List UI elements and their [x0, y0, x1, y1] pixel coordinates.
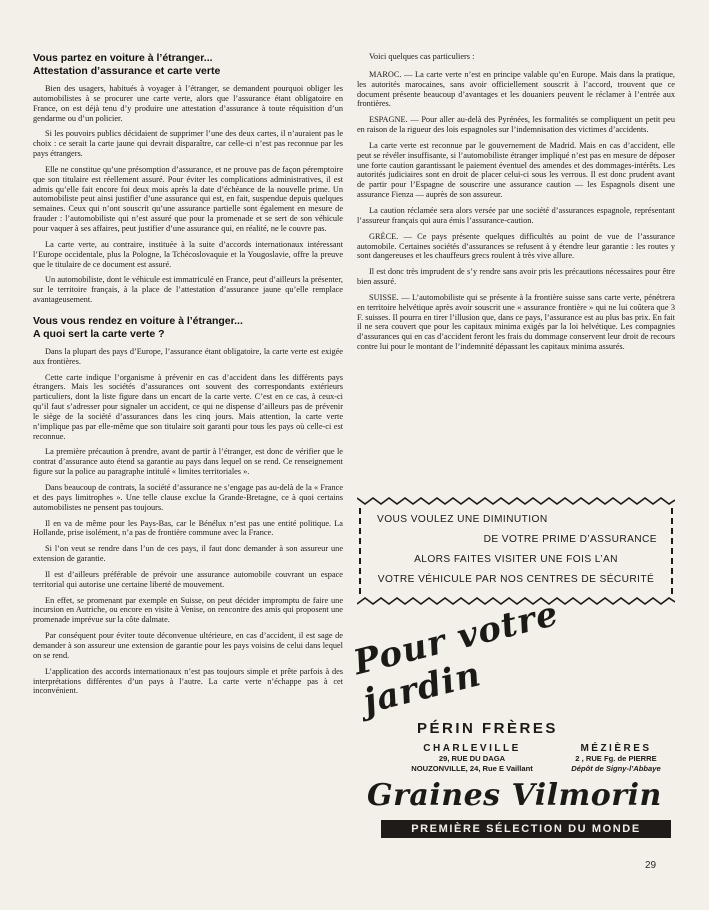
paragraph-espagne: ESPAGNE. — Pour aller au-delà des Pyrénées, les formalités se compliquent un petit peu en raison de la rigueur des lois espagnoles sur l’indemnisation des victimes d’accidents.	[357, 115, 675, 135]
company-name: PÉRIN FRÈRES	[417, 720, 558, 737]
heading-line: Attestation d’assurance et carte verte	[33, 65, 221, 77]
paragraph: La première précaution à prendre, avant de partir à l’étranger, est donc de vérifier que le contrat d’assurance auto étend sa garantie au pays dans lequel on se rend. Ce renseignement figure sur la police au paragraphe intitulé « limites territoriales ».	[33, 447, 343, 477]
dashed-border-left	[359, 508, 363, 594]
garden-advertisement	[349, 593, 675, 840]
paragraph-grece: GRÈCE. — Ce pays présente quelques difficultés au point de vue de l’assurance automobile. Certaines sociétés d’assurances se refusent à y étendre leur garantie : les routes y sont dangereuses et les chauffeurs grecs roulent à très vive allure.	[357, 231, 675, 261]
address-line: 2 , RUE Fg. de PIERRE	[575, 754, 657, 763]
intro-text: Voici quelques cas particuliers :	[369, 52, 475, 61]
ad-line: DE VOTRE PRIME D’ASSURANCE	[483, 534, 657, 545]
paragraph: La carte verte, au contraire, instituée à la suite d’accords internationaux intéressant l’Europe occidentale, plus la Pologne, la Tchécoslovaquie et la Yougoslavie, offre la preuve que le titulaire de ce document est assuré.	[33, 239, 343, 269]
section-heading-1	[33, 52, 343, 78]
paragraph-maroc: MAROC. — La carte verte n’est en principe valable qu’en Europe. Mais dans la pratique, les autorités marocaines, sans avoir officiellement souscrit à l’accord, trouvent que ce document présente beaucoup d’avantages et les douaniers peuvent le réclamer à l’entrée aux frontières.	[357, 69, 675, 109]
brand-name: Graines Vilmorin	[367, 778, 662, 813]
paragraph: Il en va de même pour les Pays-Bas, car le Bénélux n’est pas une entité politique. La Hollande, prise isolément, n’a pas de frontière commune avec la France.	[33, 518, 343, 538]
paragraph: La carte verte est reconnue par le gouvernement de Madrid. Mais en cas d’accident, elle peut se révéler insuffisante, si l’automobiliste étranger impliqué n’est pas en mesure de déposer une forte caution garantissant le paiement éventuel des amendes et des dommages-intérêts. Les autorités judiciaires sont en droit de placer celui-ci sous les verrous. Il est donc prudent avant de partir pour l’Espagne de souscrire une assurance caution — les Espagnols disent une assurance Fienza — auprès de son assureur.	[357, 140, 675, 200]
slogan-banner: PREMIÈRE SÉLECTION DU MONDE	[381, 820, 671, 838]
ad-line: VOTRE VÉHICULE PAR NOS CENTRES DE SÉCURITÉ	[377, 574, 655, 585]
paragraph: Par conséquent pour éviter toute déconvenue ultérieure, en cas d’accident, il est sage de demander à son assureur une extension de garantie pour les pays voisins de celui dans lequel on se rend.	[33, 631, 343, 660]
paragraph: Si l’on veut se rendre dans l’un de ces pays, il faut donc demander à son assureur une extension de garantie.	[33, 544, 343, 564]
address-line: Dépôt de Signy-l’Abbaye	[571, 764, 661, 773]
paragraph: Si les pouvoirs publics décidaient de supprimer l’une des deux cartes, il n’auraient pas le choix : ce serait la carte jaune qui devrait disparaître, car celle-ci n’est pas reconnue par les pays étrangers.	[33, 129, 343, 159]
city-name: CHARLEVILLE	[423, 743, 521, 754]
paragraph: L’application des accords internationaux n’est pas toujours simple et prête parfois à des interprétations différentes d’un pays à l’autre. La carte verte n’échappe pas à cet inconvénient.	[33, 666, 343, 696]
paragraph: Il est d’ailleurs préférable de prévoir une assurance automobile couvrant un espace territorial qui autorise une certaine liberté de mouvement.	[33, 569, 343, 589]
paragraph: Dans la plupart des pays d’Europe, l’assurance étant obligatoire, la carte verte est exigée aux frontières.	[33, 346, 343, 366]
page-number: 29	[645, 860, 657, 871]
heading-line: Vous vous rendez en voiture à l’étranger...	[33, 314, 243, 327]
heading-line: A quoi sert la carte verte ?	[33, 327, 165, 340]
heading-line: Vous partez en voiture à l’étranger...	[33, 52, 213, 64]
address-line: NOUZONVILLE, 24, Rue E Vaillant	[411, 764, 533, 773]
address-line: 29, RUE DU DAGA	[438, 754, 506, 763]
paragraph: Un automobiliste, dont le véhicule est immatriculé en France, peut d’ailleurs la présenter, sur le territoire français, à la place de l’attestation d’assurance jaune qu’elle remplace avantageusement.	[33, 275, 343, 305]
paragraph: Bien des usagers, habitués à voyager à l’étranger, se demandent pourquoi obliger les automobilistes à se procurer une carte verte, alors que l’assurance étant obligatoire en France, on est déjà tenu d’y produire une attestation d’assurance à toute réquisition d’un gendarme ou d’un policier.	[33, 84, 343, 123]
paragraph: En effet, se promenant par exemple en Suisse, on peut décider impromptu de faire une incursion en Autriche, ou encore en visite à Venise, on rencontre des amis qui proposent une promenade imprévue sur la côte dalmate.	[33, 595, 343, 625]
paragraph: La caution réclamée sera alors versée par une société d’assurances espagnole, représentant l’assureur français qui aura émis l’assurance-caution.	[357, 205, 675, 225]
ad-line: ALORS FAITES VISITER UNE FOIS L’AN	[414, 554, 618, 565]
paragraph: Il est donc très imprudent de s’y rendre sans avoir pris les précautions nécessaires pour être bien assuré.	[357, 267, 675, 287]
address-left	[397, 744, 547, 774]
address-right	[557, 744, 675, 774]
city-name: MÉZIÈRES	[580, 743, 652, 754]
section-heading-2	[33, 315, 343, 341]
paragraph: Elle ne constitue qu’une présomption d’assurance, et ne prouve pas de façon péremptoire que son titulaire est réellement assuré. Pour éviter les complications administratives, il est admis qu’elle fait encore foi deux mois après la date d’échéance de la nouvelle prime. Un automobiliste peut ainsi justifier d’une assurance qui est, en fait, suspendue depuis quelques semaines. Ceux qui n’ont souscrit qu’une assurance partielle sont également en mesure de frauder : l’automobiliste qui n’est assuré que pour la promenade et se sert de son véhicule pour vaquer à ses affaires, peut justifier d’une assurance qui, en réalité, ne le couvre pas.	[33, 164, 343, 233]
paragraph: Cette carte indique l’organisme à prévenir en cas d’accident dans les différents pays étrangers. Mais les sociétés d’assurances ont souvent des correspondants extérieurs particuliers, dont la liste figure dans un encart de la carte verte. C’est en ce cas, à ceux-ci qu’il faut s’adresser pour signaler un accident, ce qui ne dispense d’ailleurs pas de prévenir le siège de la société d’assurances dans les cinq jours. Mais attention, la carte verte n’implique pas par elle-même que son titulaire soit garanti pour tous les pays où celle-ci est reconnue.	[33, 372, 343, 441]
right-column	[357, 52, 675, 352]
ad-line: VOUS VOULEZ UNE DIMINUTION	[377, 514, 548, 525]
zigzag-border-top	[357, 496, 675, 506]
paragraph-suisse: SUISSE. — L’automobiliste qui se présente à la frontière suisse sans carte verte, pénétrera en territoire helvétique après avoir souscrit une « assurance frontière » qui ne lui coûtera que 3 F. suisses. Il pourra en tirer l’illusion que, dans ce pays, l’assurance est au plus bas prix. En fait il ne sera couvert que pour les capitaux minima exigés par la loi helvétique. Les compagnies d’assurances qui en cas d’accident feront les frais du dommage conservent leur droit de recours contre lui pour le montant de l’indemnité dépassant les capitaux minima assurés.	[357, 292, 675, 352]
left-column	[33, 52, 343, 696]
ad-script-title: Pour votre jardin	[349, 593, 563, 722]
dashed-border-right	[669, 508, 673, 594]
paragraph: Dans beaucoup de contrats, la société d’assurance ne s’engage pas au-delà de la « France et des pays limitrophes ». Une telle clause exclue la Grande-Bretagne, ce à quoi certains automobilistes ne pensent pas toujours.	[33, 483, 343, 512]
